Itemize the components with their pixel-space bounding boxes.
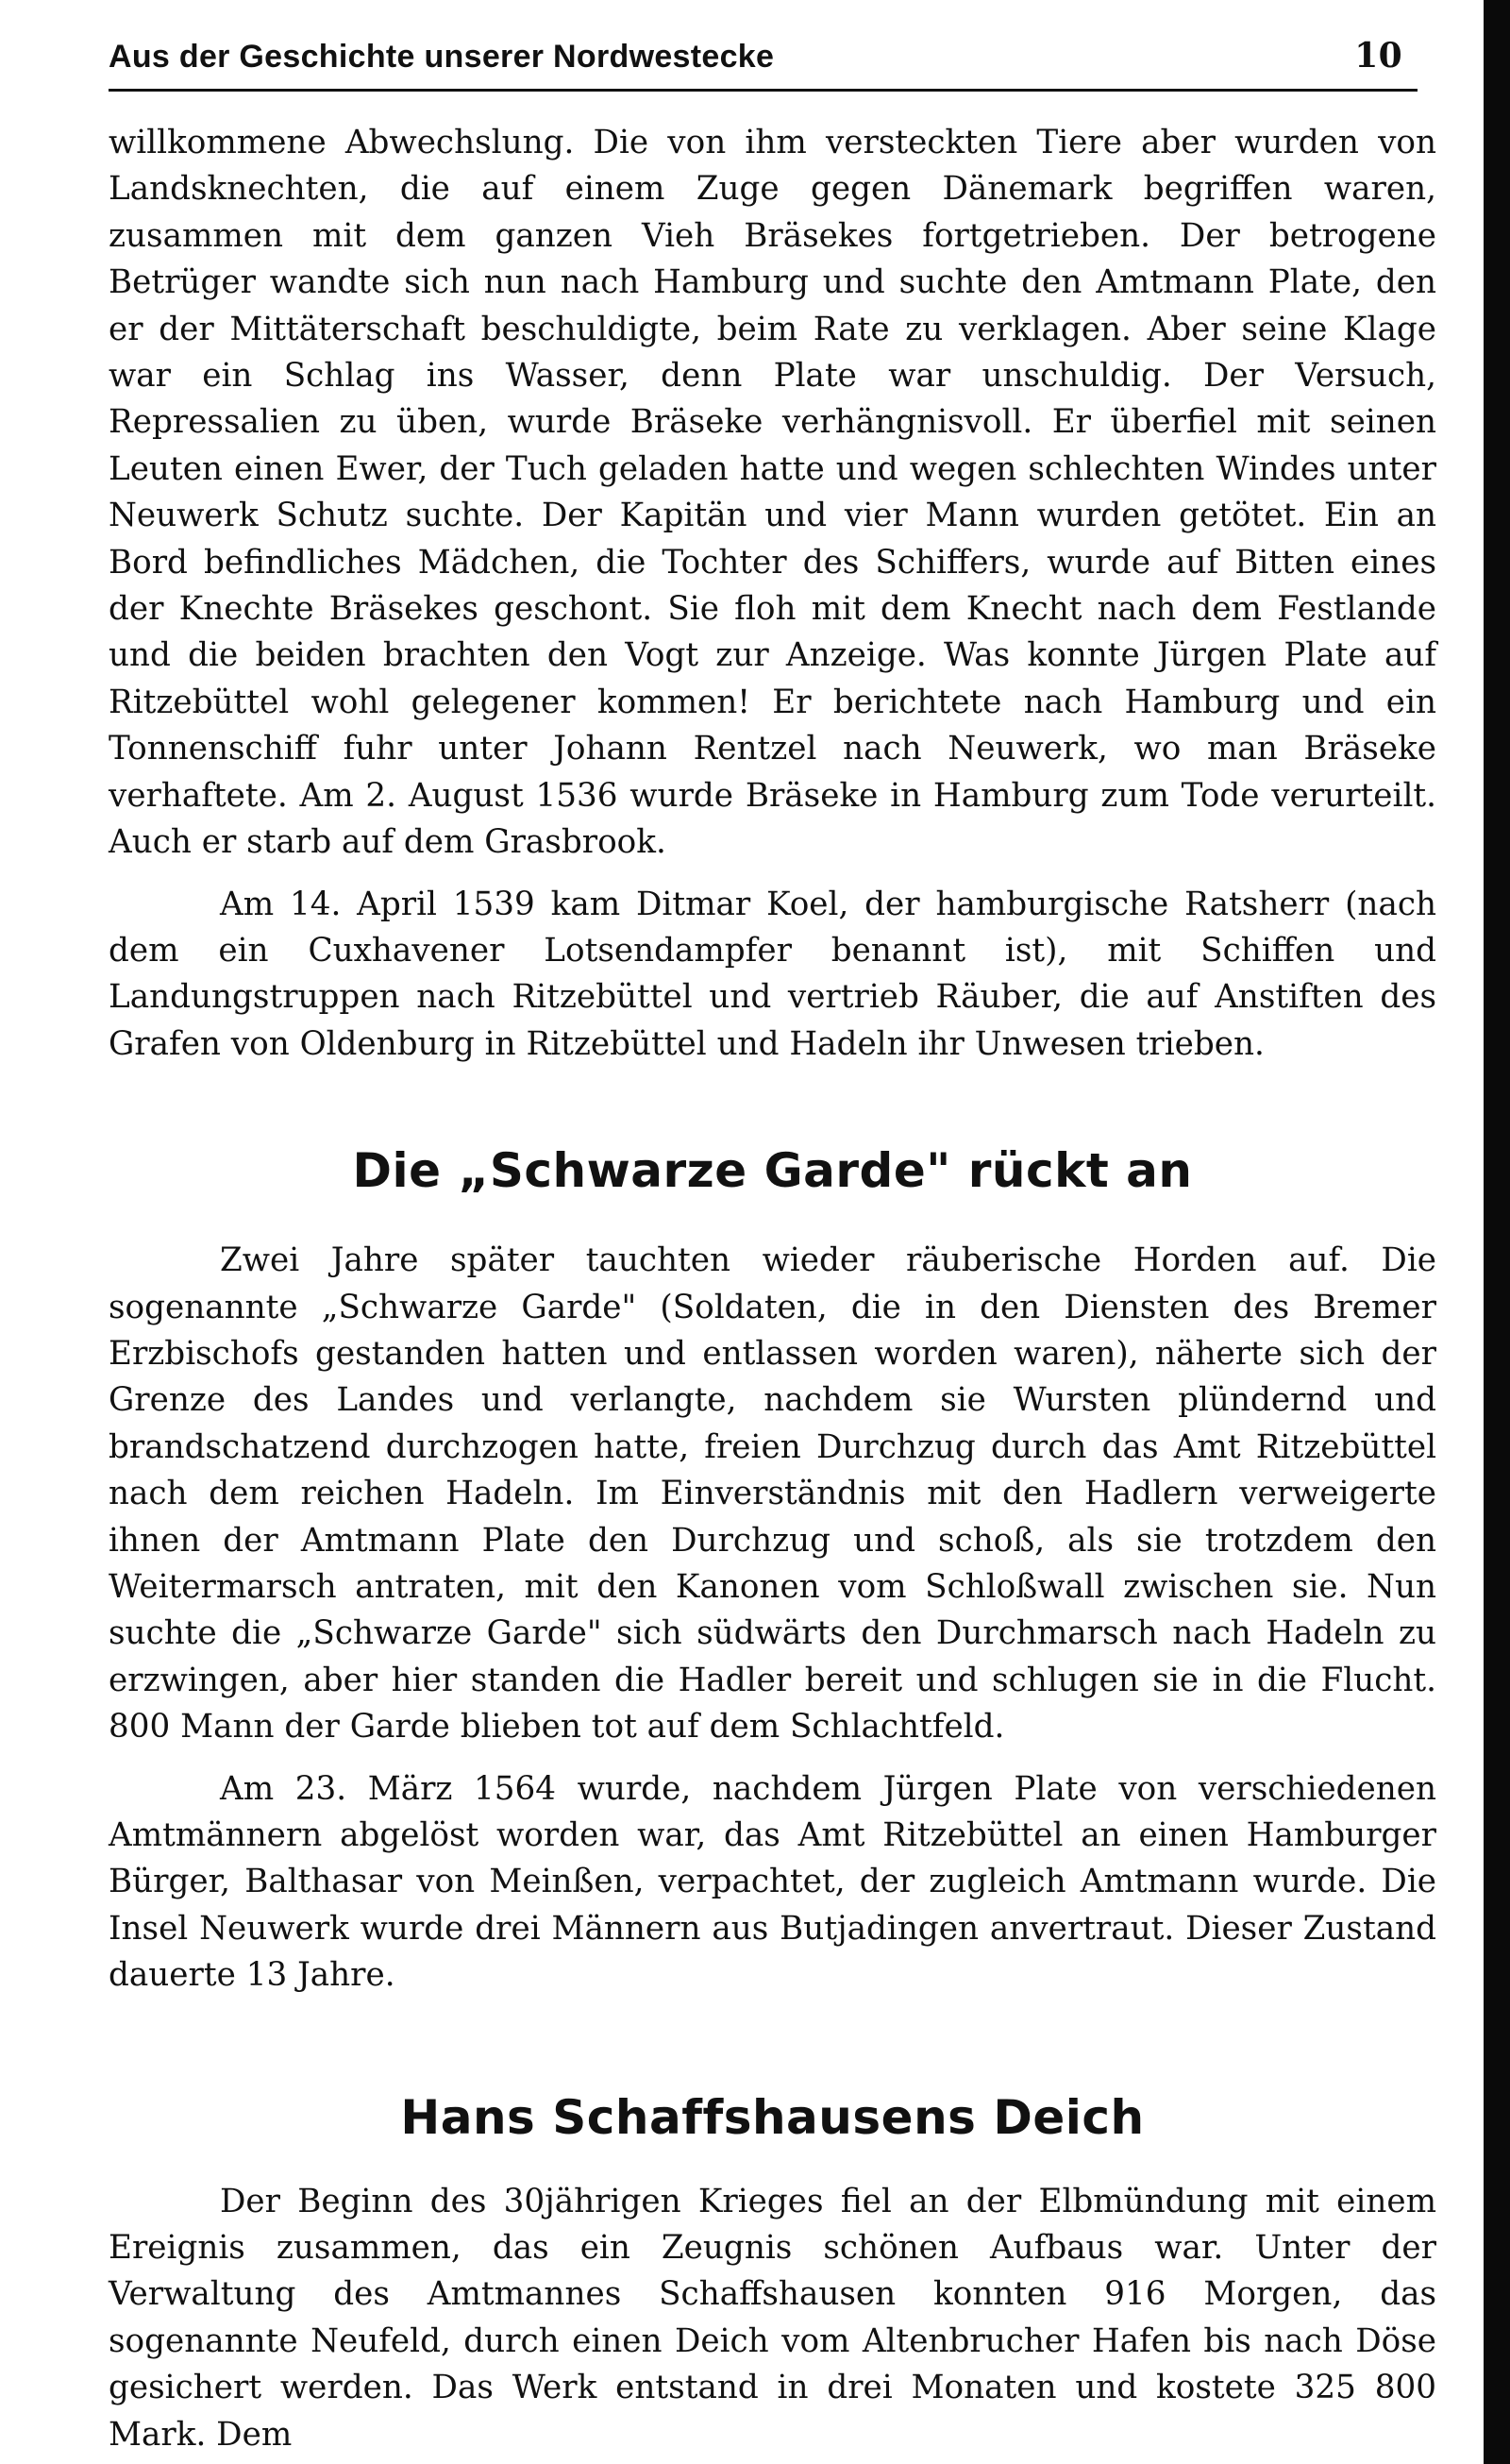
paragraph-deich: Der Beginn des 30jährigen Krieges fiel an der Elbmündung mit einem Ereignis zusammen, das ein Zeugnis schönen Aufbaus war. Unter der Verwaltung des Amtmannes Schaffshausen konnten 916 Morgen, das sogenannte Neufeld, durch einen Deich vom Altenbrucher Hafen bis nach Döse gesichert werden. Das Werk entstand in drei Monaten und kostete 325 800 Mark. Dem	[109, 2182, 1436, 2454]
scan-edge	[1484, 0, 1510, 2464]
header-rule	[109, 89, 1418, 92]
paragraph-schwarze-garde: Zwei Jahre später tauchten wieder räuberische Horden auf. Die sogenannte „Schwarze Garde" (Soldaten, die in den Diensten des Bremer Erzbischofs gestanden hatten und entlassen worden waren), näherte sich der Grenze des Landes und verlangte, nachdem sie Wursten plündernd und brandschatzend durchzogen hatte, freien Durchzug durch das Amt Ritzebüttel nach dem reichen Hadeln. Im Einverständnis mit den Hadlern verweigerte ihnen der Amtmann Plate den Durchzug und schoß, als sie trotzdem den Weitermarsch antraten, mit den Kanonen vom Schloßwall zwischen sie. Nun suchte die „Schwarze Garde" sich südwärts den Durchmarsch nach Hadeln zu erzwingen, aber hier standen die Hadler bereit und schlugen sie in die Flucht. 800 Mann der Garde blieben tot auf dem Schlachtfeld.	[109, 1241, 1436, 1747]
running-header	[109, 26, 1436, 76]
paragraph-meinssen: Am 23. März 1564 wurde, nachdem Jürgen Plate von verschiedenen Amtmännern abgelöst worden war, das Amt Ritzebüttel an einen Hamburger Bürger, Balthasar von Meinßen, verpachtet, der zugleich Amtmann wurde. Die Insel Neuwerk wurde drei Männern aus Butjadingen anvertraut. Dieser Zustand dauerte 13 Jahre.	[109, 1769, 1436, 1995]
paragraph-ditmar-koel: Am 14. April 1539 kam Ditmar Koel, der hamburgische Ratsherr (nach dem ein Cuxhavener Lotsendampfer benannt ist), mit Schiffen und Landungstruppen nach Ritzebüttel und vertrieb Räuber, die auf Anstiften des Grafen von Oldenburg in Ritzebüttel und Hadeln ihr Unwesen trieben.	[109, 885, 1436, 1063]
paragraph-continued: willkommene Abwechslung. Die von ihm versteckten Tiere aber wurden von Landsknechten, die auf einem Zuge gegen Dänemark begriffen waren, zusammen mit dem ganzen Vieh Bräsekes fortgetrieben. Der betrogene Betrüger wandte sich nun nach Hamburg und suchte den Amtmann Plate, den er der Mittäterschaft beschuldigte, beim Rate zu verklagen. Aber seine Klage war ein Schlag ins Wasser, denn Plate war unschuldig. Der Versuch, Repressalien zu üben, wurde Bräseke verhängnisvoll. Er überfiel mit seinen Leuten einen Ewer, der Tuch geladen hatte und wegen schlechten Windes unter Neuwerk Schutz suchte. Der Kapitän und vier Mann wurden getötet. Ein an Bord befindliches Mädchen, die Tochter des Schiffers, wurde auf Bitten eines der Knechte Bräsekes geschont. Sie floh mit dem Knecht nach dem Festlande und die beiden brachten den Vogt zur Anzeige. Was konnte Jürgen Plate auf Ritzebüttel wohl gelegener kommen! Er berichtete nach Hamburg und ein Tonnenschiff fuhr unter Johann Rentzel nach Neuwerk, wo man Bräseke verhaftete. Am 2. August 1536 wurde Bräseke in Hamburg zum Tode verurteilt. Auch er starb auf dem Grasbrook.	[109, 124, 1436, 862]
running-title: Aus der Geschichte unserer Nordwestecke	[109, 39, 775, 75]
page-number: 10	[1354, 36, 1402, 76]
section-heading-schwarze-garde: Die „Schwarze Garde" rückt an	[352, 1143, 1193, 1199]
section-heading-schaffshausen: Hans Schaffshausens Deich	[400, 2089, 1145, 2145]
